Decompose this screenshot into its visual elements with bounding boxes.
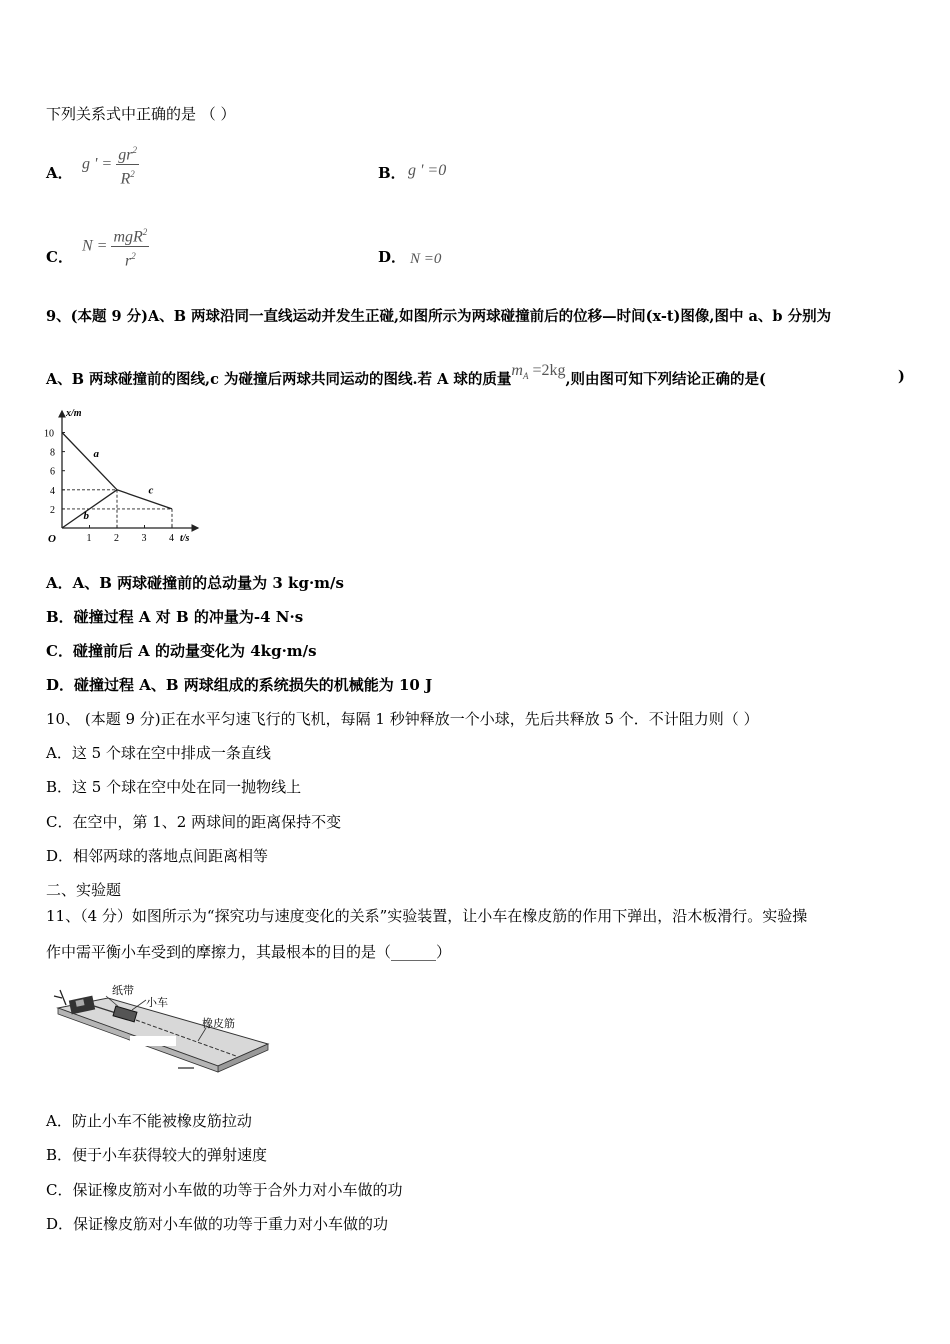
numerator: gr: [118, 146, 133, 164]
series-label-c: c: [148, 484, 154, 497]
q10-option-a: A．这 5 个球在空中排成一条直线: [46, 744, 271, 762]
y-tick-label: 4: [50, 485, 55, 497]
band-label: 橡皮筋: [202, 1018, 235, 1030]
origin-label: O: [48, 533, 56, 545]
q8-option-c-label: C．: [46, 248, 73, 266]
q11-option-a: A．防止小车不能被橡皮筋拉动: [46, 1112, 252, 1130]
x-axis-label: t/s: [180, 533, 190, 544]
timer-wire-icon: [54, 990, 66, 1005]
q11-stem-line2: 作中需平衡小车受到的摩擦力，其最根本的目的是（______）: [46, 943, 452, 961]
series-line-c: [117, 490, 172, 509]
tape-label: 纸带: [112, 985, 134, 997]
formula-lhs: g ' =: [82, 155, 113, 173]
q8-option-d-label: D．: [378, 248, 407, 266]
q8-option-b-label: B．: [378, 164, 406, 182]
q8-option-c-formula: [82, 223, 149, 271]
y-tick-label: 2: [50, 504, 55, 516]
x-tick-label: 4: [169, 533, 174, 544]
series-label-b: b: [83, 509, 89, 522]
formula-fraction: $\frac{gr^2}{R^2}$: [116, 141, 139, 189]
series-label-a: a: [93, 448, 99, 461]
q10-option-d: D．相邻两球的落地点间距离相等: [46, 847, 269, 865]
q9-stem-line1: 9、(本题 9 分)A、B 两球沿同一直线运动并发生正碰,如图所示为两球碰撞前后的位移—时间(x-t)图像,图中 a、b 分别为: [46, 308, 832, 325]
q10-stem: 10、 (本题 9 分)正在水平匀速飞行的飞机，每隔 1 秒钟释放一个小球，先后共释放 5 个．不计阻力则（ ）: [46, 710, 759, 728]
x-tick-label: 3: [141, 533, 147, 544]
y-tick-label: 8: [50, 447, 55, 459]
q11-option-b: B．便于小车获得较大的弹射速度: [46, 1146, 268, 1164]
q11-option-d: D．保证橡皮筋对小车做的功等于重力对小车做的功: [46, 1215, 389, 1233]
q9-close-paren: ): [898, 368, 905, 385]
q9-option-b: B．碰撞过程 A 对 B 的冲量为-4 N·s: [46, 608, 304, 626]
q8-option-a-label: A．: [46, 164, 73, 182]
q9-stem-line2: A、B 两球碰撞前的图线,c 为碰撞后两球共同运动的图线.若 A 球的质量$m_A =2kg$,则由图可知下列结论正确的是(: [46, 362, 766, 388]
section-heading: 二、实验题: [46, 881, 122, 899]
x-tick-label: 2: [114, 533, 119, 544]
q8-option-b-formula: g ' =0: [408, 162, 447, 179]
formula-lhs: N =: [82, 237, 108, 255]
q8-option-a-formula: [82, 141, 139, 189]
apparatus-figure: [46, 978, 274, 1076]
q9-option-c: C．碰撞前后 A 的动量变化为 4kg·m/s: [46, 642, 317, 660]
q11-option-c: C．保证橡皮筋对小车做的功等于合外力对小车做的功: [46, 1181, 403, 1199]
denominator: r: [125, 252, 132, 270]
xt-graph: [40, 405, 210, 550]
cart-label: 小车: [146, 997, 168, 1009]
formula-fraction: $\frac{mgR^2}{r^2}$: [111, 223, 149, 271]
y-tick-label: 6: [50, 466, 55, 478]
q10-option-c: C．在空中，第 1、2 两球间的距离保持不变: [46, 813, 342, 831]
denominator: R: [120, 170, 131, 188]
y-tick-label: 10: [44, 428, 54, 440]
q11-stem-line1: 11、（4 分）如图所示为“探究功与速度变化的关系”实验装置，让小车在橡皮筋的作用下弹出，沿木板滑行。实验操: [46, 907, 808, 925]
q9-option-d: D．碰撞过程 A、B 两球组成的系统损失的机械能为 10 J: [46, 676, 433, 694]
x-tick-label: 1: [86, 533, 92, 544]
q8-option-d-formula: N =0: [410, 251, 442, 267]
q9-option-a: A．A、B 两球碰撞前的总动量为 3 kg·m/s: [46, 574, 344, 592]
q8-stem: 下列关系式中正确的是 （ ）: [46, 105, 236, 123]
y-axis-label: x/m: [66, 408, 82, 419]
series-line-a: [62, 433, 117, 490]
numerator: mgR: [113, 228, 143, 246]
q10-option-b: B．这 5 个球在空中处在同一抛物线上: [46, 778, 302, 796]
